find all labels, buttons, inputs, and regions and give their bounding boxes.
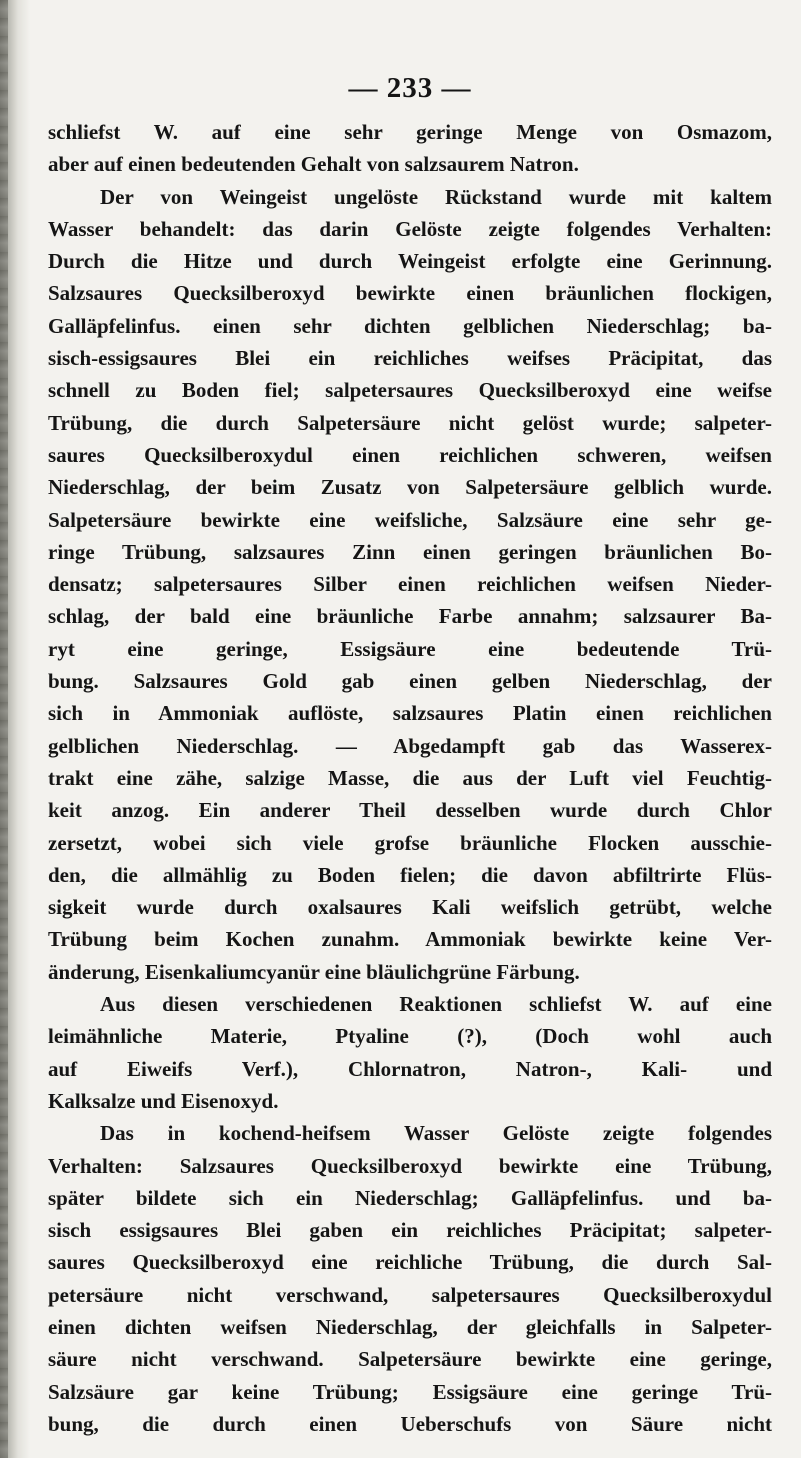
text-line: ryt eine geringe, Essigsäure eine bedeutende Trü- [48, 636, 772, 661]
text-line: Das in kochend-heifsem Wasser Gelöste zeigte folgendes [100, 1121, 772, 1146]
text-line: zersetzt, wobei sich viele grofse bräunliche Flocken ausschie- [48, 830, 772, 855]
text-line: Salzsaures Quecksilberoxyd bewirkte einen bräunlichen flockigen, [48, 281, 772, 306]
text-line: saures Quecksilberoxydul einen reichlichen schweren, weifsen [48, 442, 772, 467]
text-line: säure nicht verschwand. Salpetersäure bewirkte eine geringe, [48, 1347, 772, 1372]
text-line: Kalksalze und Eisenoxyd. [48, 1088, 279, 1113]
text-line: Der von Weingeist ungelöste Rückstand wurde mit kaltem [100, 184, 772, 209]
text-line: Salzsäure gar keine Trübung; Essigsäure eine geringe Trü- [48, 1379, 772, 1404]
text-line: saures Quecksilberoxyd eine reichliche Trübung, die durch Sal- [48, 1250, 772, 1275]
text-line: schnell zu Boden fiel; salpetersaures Quecksilberoxyd eine weifse [48, 378, 772, 403]
text-line: Durch die Hitze und durch Weingeist erfolgte eine Gerinnung. [48, 249, 772, 274]
text-line: Trübung beim Kochen zunahm. Ammoniak bewirkte keine Ver- [48, 927, 772, 952]
text-line: sisch essigsaures Blei gaben ein reichliches Präcipitat; salpeter- [48, 1218, 772, 1243]
text-line: trakt eine zähe, salzige Masse, die aus der Luft viel Feuchtig- [48, 765, 772, 790]
text-line: änderung, Eisenkaliumcyanür eine bläulichgrüne Färbung. [48, 959, 580, 984]
text-line: einen dichten weifsen Niederschlag, der gleichfalls in Salpeter- [48, 1314, 772, 1339]
text-line: Trübung, die durch Salpetersäure nicht gelöst wurde; salpeter- [48, 410, 772, 435]
text-line: gelblichen Niederschlag. — Abgedampft gab das Wasserex- [48, 733, 772, 758]
text-line: später bildete sich ein Niederschlag; Galläpfelinfus. und ba- [48, 1185, 772, 1210]
text-line: Wasser behandelt: das darin Gelöste zeigte folgendes Verhalten: [48, 216, 772, 241]
book-page [48, 72, 772, 1436]
text-line: bung, die durch einen Ueberschufs von Säure nicht [48, 1411, 772, 1436]
text-line: densatz; salpetersaures Silber einen reichlichen weifsen Nieder- [48, 572, 772, 597]
text-line: Galläpfelinfus. einen sehr dichten gelblichen Niederschlag; ba- [48, 313, 772, 338]
body-text [48, 116, 772, 1440]
text-line: den, die allmählig zu Boden fielen; die davon abfiltrirte Flüs- [48, 862, 772, 887]
page-binding-edge [0, 0, 8, 1458]
text-line: keit anzog. Ein anderer Theil desselben wurde durch Chlor [48, 798, 772, 823]
text-line: petersäure nicht verschwand, salpetersaures Quecksilberoxydul [48, 1282, 772, 1307]
text-line: bung. Salzsaures Gold gab einen gelben Niederschlag, der [48, 669, 772, 694]
text-line: aber auf einen bedeutenden Gehalt von salzsaurem Natron. [48, 152, 579, 177]
text-line: ringe Trübung, salzsaures Zinn einen geringen bräunlichen Bo- [48, 539, 772, 564]
text-line: Aus diesen verschiedenen Reaktionen schliefst W. auf eine [100, 992, 772, 1017]
text-line: Verhalten: Salzsaures Quecksilberoxyd bewirkte eine Trübung, [48, 1153, 772, 1178]
page-number: — 233 — [348, 72, 472, 104]
text-line: auf Eiweifs Verf.), Chlornatron, Natron-, Kali- und [48, 1056, 772, 1081]
text-line: Salpetersäure bewirkte eine weifsliche, Salzsäure eine sehr ge- [48, 507, 772, 532]
text-line: sich in Ammoniak auflöste, salzsaures Platin einen reichlichen [48, 701, 772, 726]
text-line: sisch-essigsaures Blei ein reichliches weifses Präcipitat, das [48, 346, 772, 371]
text-line: sigkeit wurde durch oxalsaures Kali weifslich getrübt, welche [48, 895, 772, 920]
text-line: leimähnliche Materie, Ptyaline (?), (Doch wohl auch [48, 1024, 772, 1049]
text-line: Niederschlag, der beim Zusatz von Salpetersäure gelblich wurde. [48, 475, 772, 500]
text-line: schlag, der bald eine bräunliche Farbe annahm; salzsaurer Ba- [48, 604, 772, 629]
text-line: schliefst W. auf eine sehr geringe Menge von Osmazom, [48, 120, 772, 144]
